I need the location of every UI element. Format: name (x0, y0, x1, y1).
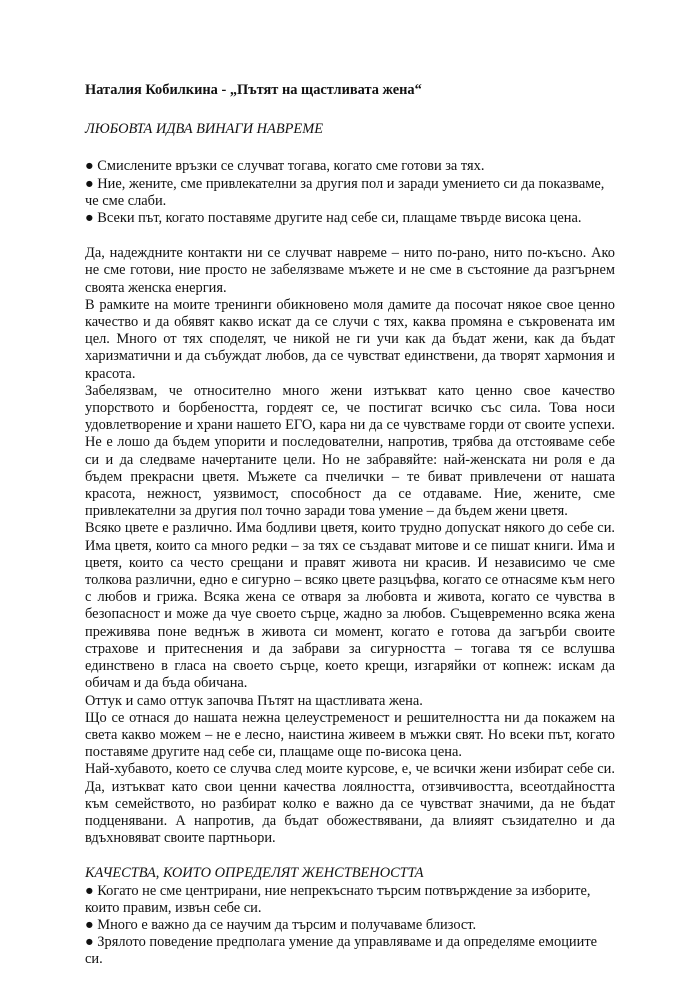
paragraph: Да, надеждните контакти ни се случват навреме – нито по-рано, нито по-късно. Ако не сме готови, ние просто не забелязваме мъжете и не сме в състояние да разгърнем своята женска енергия. (85, 245, 615, 296)
paragraph: Що се отнася до нашата нежна целеустременост и решителността ни да покажем на света какво можем – не е лесно, наистина живеем в мъжки свят. Но всеки път, когато поставяме другите над себе си, плащаме още по-висока цена. (85, 709, 615, 761)
paragraph: В рамките на моите тренинги обикновено моля дамите да посочат някое свое ценно качество и да обявят какво искат да се случи с тях, каква промяна е съкровената им цел. Много от тях споделят, че никой не ги учи как да бъдат жени, как да бъдат харизматични и да събуждат любов, да се чувстват единствени, да творят хармония и красота. (85, 296, 615, 382)
list-item: ● Всеки път, когато поставяме другите над себе си, плащаме твърде висока цена. (85, 210, 582, 227)
paragraph: Всяко цвете е различно. Има бодливи цветя, които трудно допускат някого до себе си. Има цветя, които са много редки – за тях се създават митове и се пишат книги. Има и цветя, които са често срещани и правят живота ни красив. И независимо че сме толкова различни, едно е сигурно – всяко цвете разцъфва, когато се отнасяме към него с любов и грижа. Всяка жена се отваря за любовта и живота, когато се чувства в безопасност и може да чуе своето сърце, жадно за любов. Същевременно всяка жена преживява поне веднъж в живота си момент, когато е готова да загърби своите страхове и притеснения и да забрави за сигурността – тогава тя се вслушва единствено в гласа на своето сърце, което крещи, изгаряйки от копнеж: искам да обичам и да бъда обичана. (85, 520, 616, 692)
bullet-list-love (85, 158, 615, 227)
document-title: Наталия Кобилкина - „Пътят на щастливата жена“ (85, 82, 422, 98)
bullet-list-femininity (85, 883, 615, 969)
paragraph: Оттук и само оттук започва Пътят на щастливата жена. (85, 692, 423, 709)
list-item: ● Ние, жените, сме привлекателни за другия пол и заради умението си да показваме, че сме слаби. (85, 175, 605, 209)
paragraph: Най-хубавото, което се случва след моите курсове, е, че всички жени избират себе си. Да, изтъкват като свои ценни качества лоялността, отзивчивостта, всеотдайността към семейството, но разбират колко е важно да се чувстват значими, да не бъдат подценявани. А напротив, да бъдат обожествявани, да влияят съзидателно и да вдъхновяват своите партньори. (85, 761, 615, 847)
section-heading-love: ЛЮБОВТА ИДВА ВИНАГИ НАВРЕМЕ (85, 121, 323, 138)
list-item: ● Зрялото поведение предполага умение да управляваме и да определяме емоциите си. (85, 934, 597, 968)
list-item: ● Много е важно да се научим да търсим и получаваме близост. (85, 916, 477, 933)
document-body (85, 82, 615, 969)
paragraph: Забелязвам, че относително много жени изтъкват като ценно свое качество упорството и борбеността, гордеят се, че постигат всичко със сила. Това носи удовлетворение и храни нашето ЕГО, кара ни да се чувстваме горди от своите успехи. Не е лошо да бъдем упорити и последователни, напротив, трябва да отстояваме себе си и да следваме начертаните цели. Но не забравяйте: най-женската ни роля е да бъдем прекрасни цветя. Мъжете са пчелички – те биват привлечени от нашата красота, нежност, уязвимост, способност да се отдаваме. Ние, жените, сме привлекателни за другия пол точно заради това умение – да бъдем жени цветя. (85, 382, 615, 520)
section-heading-femininity: КАЧЕСТВА, КОИТО ОПРЕДЕЛЯТ ЖЕНСТВЕНОСТТА (85, 865, 424, 882)
list-item: ● Когато не сме центрирани, ние непрекъснато търсим потвърждение за изборите, които правим, извън себе си. (85, 882, 591, 916)
list-item: ● Смислените връзки се случват тогава, когато сме готови за тях. (85, 158, 485, 175)
